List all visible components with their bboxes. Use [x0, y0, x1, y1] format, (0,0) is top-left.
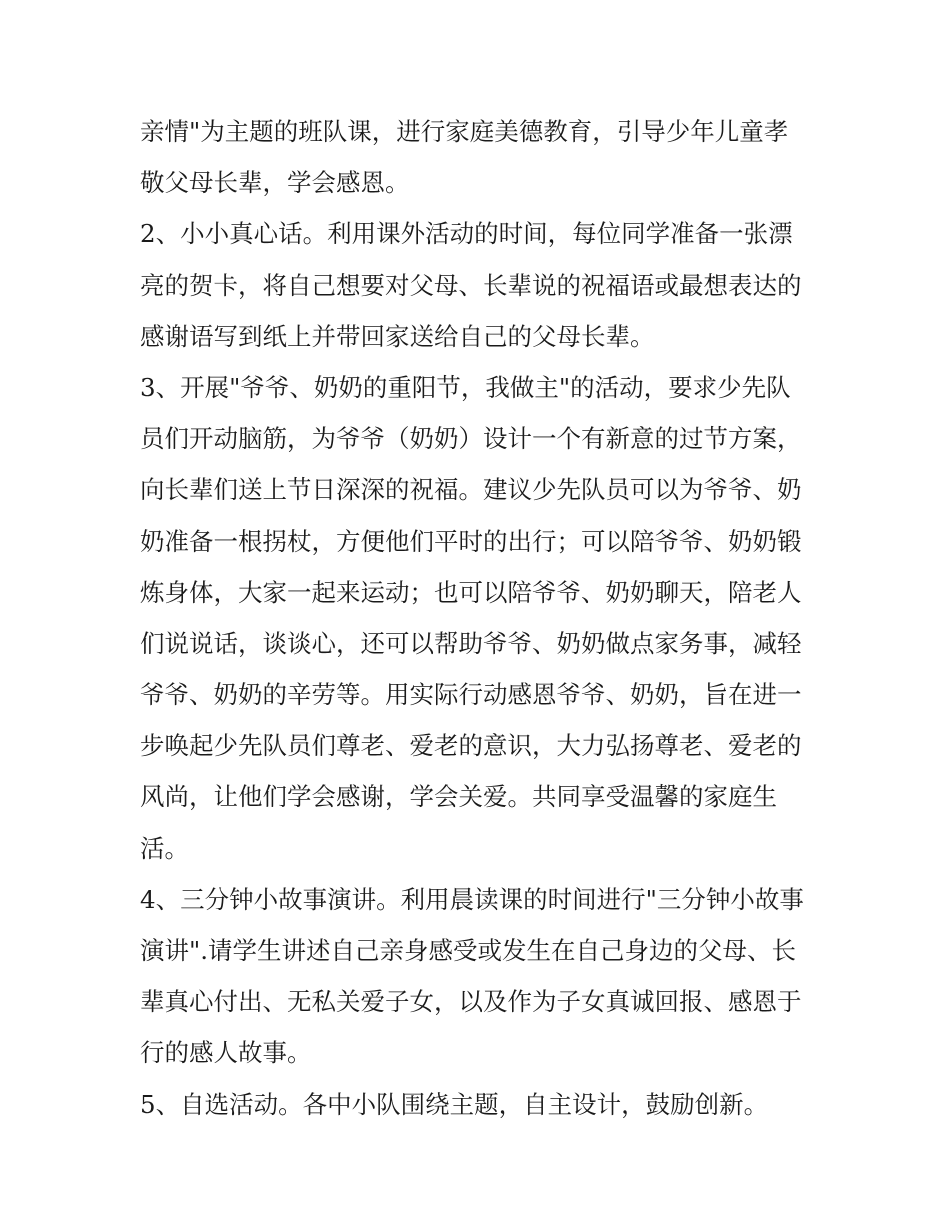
text-line: 亮的贺卡，将自己想要对父母、长辈说的祝福语或最想表达的	[140, 270, 802, 300]
text-line: 活。	[140, 833, 189, 863]
text-line: 步唤起少先队员们尊老、爱老的意识，大力弘扬尊老、爱老的	[140, 731, 802, 761]
text-line: 感谢语写到纸上并带回家送给自己的父母长辈。	[140, 321, 655, 351]
text-line: 5、自选活动。各中小队围绕主题，自主设计，鼓励创新。	[140, 1089, 769, 1119]
text-line: 向长辈们送上节日深深的祝福。建议少先队员可以为爷爷、奶	[140, 475, 802, 505]
text-line: 2、小小真心话。利用课外活动的时间，每位同学准备一张漂	[140, 219, 793, 249]
text-line: 敬父母长辈，学会感恩。	[140, 168, 410, 198]
text-line: 员们开动脑筋，为爷爷（奶奶）设计一个有新意的过节方案，	[140, 424, 802, 454]
text-line: 们说说话，谈谈心，还可以帮助爷爷、奶奶做点家务事，减轻	[140, 628, 802, 658]
text-line: 辈真心付出、无私关爱子女，以及作为子女真诚回报、感恩于	[140, 987, 802, 1017]
text-line: 炼身体，大家一起来运动；也可以陪爷爷、奶奶聊天，陪老人	[140, 577, 802, 607]
text-line: 演讲".请学生讲述自己亲身感受或发生在自己身边的父母、长	[140, 936, 797, 965]
text-line: 亲情"为主题的班队课，进行家庭美德教育，引导少年儿童孝	[140, 117, 789, 146]
text-line: 3、开展"爷爷、奶奶的重阳节，我做主"的活动，要求少先队	[140, 372, 791, 402]
text-line: 爷爷、奶奶的辛劳等。用实际行动感恩爷爷、奶奶，旨在进一	[140, 680, 802, 710]
text-line: 奶准备一根拐杖，方便他们平时的出行；可以陪爷爷、奶奶锻	[140, 526, 802, 556]
text-line: 行的感人故事。	[140, 1038, 312, 1068]
document-body-text	[140, 106, 830, 1130]
text-line: 4、三分钟小故事演讲。利用晨读课的时间进行"三分钟小故事	[140, 884, 804, 914]
text-line: 风尚，让他们学会感谢，学会关爱。共同享受温馨的家庭生	[140, 782, 777, 812]
